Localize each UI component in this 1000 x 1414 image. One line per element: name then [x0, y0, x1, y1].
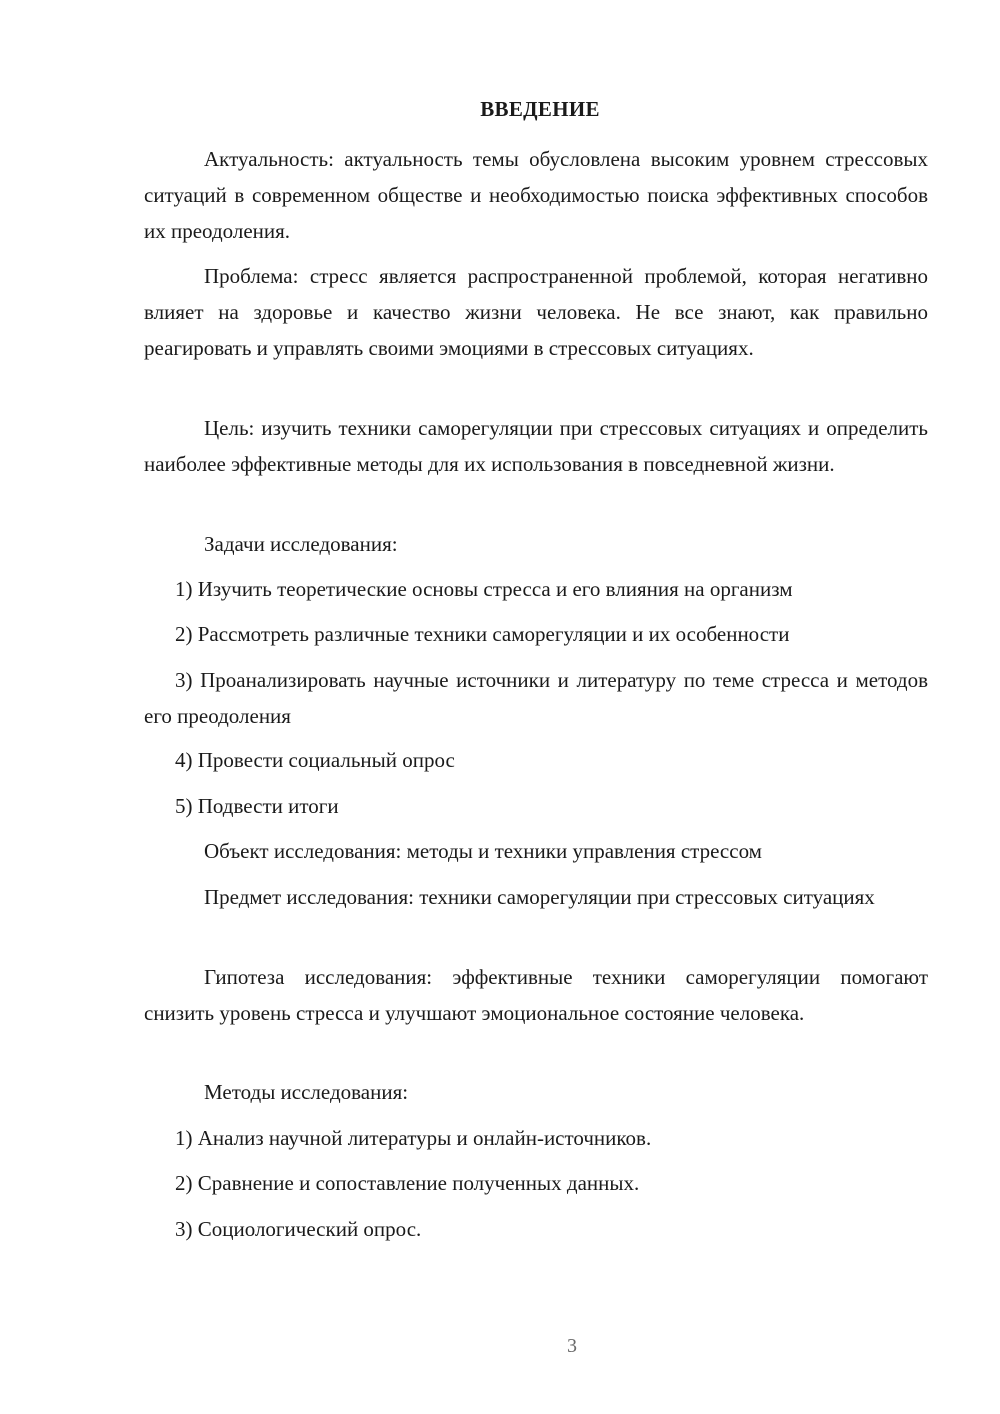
list-item-method-3: 3) Социологический опрос. [175, 1217, 422, 1241]
page-title: ВВЕДЕНИЕ [480, 97, 600, 121]
paragraph-methods-heading: Методы исследования: [204, 1080, 409, 1104]
list-item-method-1: 1) Анализ научной литературы и онлайн-источников. [175, 1126, 652, 1150]
paragraph-problem: Проблема: стресс является распространенной проблемой, которая негативно влияет на здоровье и качество жизни человека. Не все знают, как правильно реагировать и управлять своими эмоциями в стрессовых ситуациях. [144, 264, 928, 360]
list-item-task-2: 2) Рассмотреть различные техники саморегуляции и их особенности [175, 622, 790, 646]
paragraph-goal: Цель: изучить техники саморегуляции при стрессовых ситуациях и определить наиболее эффективные методы для их использования в повседневной жизни. [144, 416, 928, 476]
paragraph-relevance: Актуальность: актуальность темы обусловлена высоким уровнем стрессовых ситуаций в современном обществе и необходимостью поиска эффективных способов их преодоления. [144, 147, 928, 243]
paragraph-object: Объект исследования: методы и техники управления стрессом [204, 839, 762, 863]
list-item-task-1: 1) Изучить теоретические основы стресса и его влияния на организм [175, 577, 793, 601]
list-item-task-3: 3) Проанализировать научные источники и литературу по теме стресса и методов его преодоления [144, 668, 928, 728]
list-item-task-4: 4) Провести социальный опрос [175, 748, 455, 772]
paragraph-subject: Предмет исследования: техники саморегуляции при стрессовых ситуациях [204, 885, 875, 909]
paragraph-tasks-heading: Задачи исследования: [204, 532, 398, 556]
list-item-task-5: 5) Подвести итоги [175, 794, 339, 818]
page-number: 3 [567, 1335, 577, 1357]
paragraph-hypothesis: Гипотеза исследования: эффективные техники саморегуляции помогают снизить уровень стресса и улучшают эмоциональное состояние человека. [144, 965, 928, 1025]
list-item-method-2: 2) Сравнение и сопоставление полученных данных. [175, 1171, 640, 1195]
